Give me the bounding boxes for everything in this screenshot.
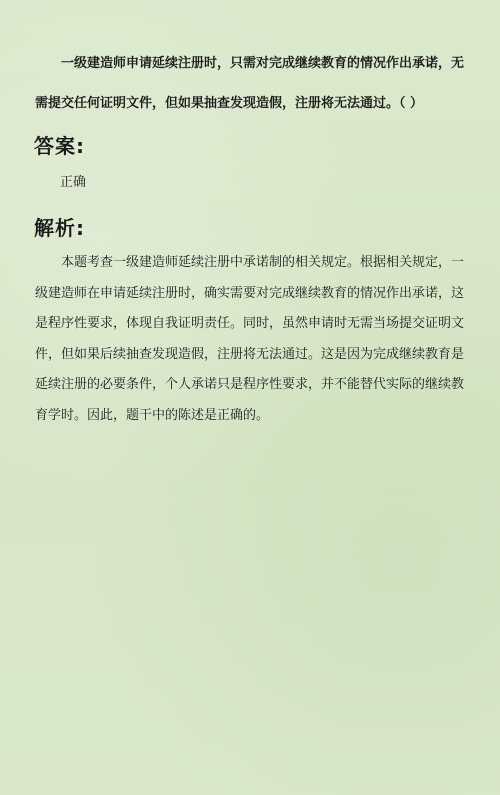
question-text: 一级建造师申请延续注册时，只需对完成继续教育的情况作出承诺，无需提交任何证明文件，但如果抽查发现造假，注册将无法通过。（ ） — [35, 56, 465, 111]
analysis-text: 本题考查一级建造师延续注册中承诺制的相关规定。根据相关规定，一级建造师在申请延续注册时，确实需要对完成继续教育的情况作出承诺，这是程序性要求，体现自我证明责任。同时，虽然申请时无需当场提交证明文件，但如果后续抽查发现造假，注册将无法通过。这是因为完成继续教育是延续注册的必要条件，个人承诺只是程序性要求，并不能替代实际的继续教育学时。因此，题干中的陈述是正确的。 — [35, 255, 465, 423]
answer-value: 正确 — [60, 175, 87, 190]
analysis-heading: 解析: — [34, 216, 85, 240]
answer-heading: 答案: — [34, 134, 85, 158]
